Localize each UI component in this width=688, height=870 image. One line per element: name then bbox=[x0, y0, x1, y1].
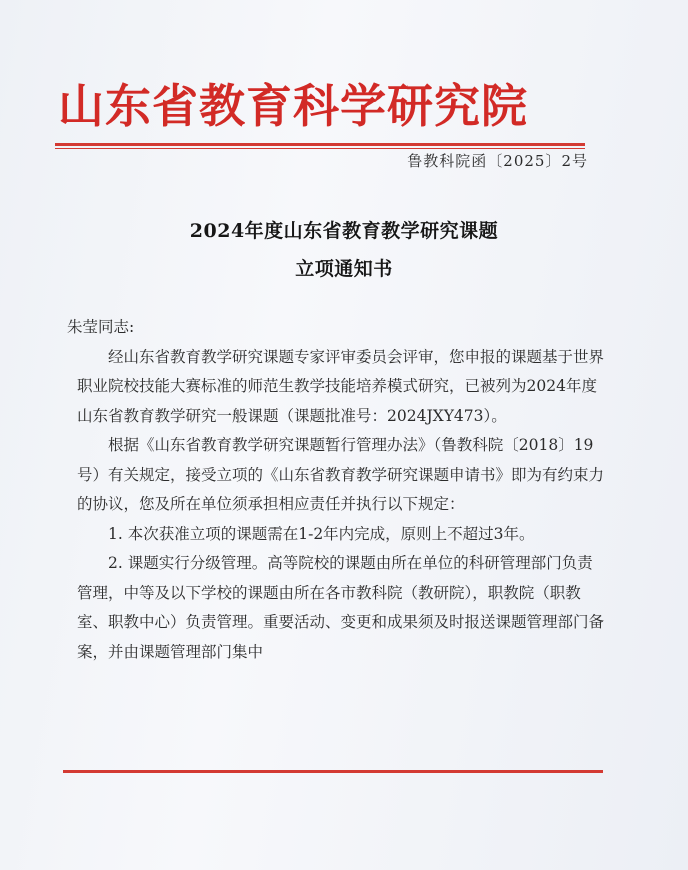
document-number: 鲁教科院函〔2025〕2号 bbox=[407, 152, 588, 170]
salutation: 朱莹同志: bbox=[67, 318, 135, 336]
red-footer-rule bbox=[63, 770, 603, 773]
paragraph-rule-2: 2. 课题实行分级管理。高等院校的课题由所在单位的科研管理部门负责管理，中等及以下学校的课题由所在各市教科院（教研院），职教院（职教室、职教中心）负责管理。重要活动、变更和成果须及时报送课题管理部门备案，并由课题管理部门集中 bbox=[77, 554, 605, 661]
paragraph-approval: 经山东省教育教学研究课题专家评审委员会评审，您申报的课题基于世界职业院校技能大赛标准的师范生教学技能培养模式研究，已被列为2024年度山东省教育教学研究一般课题（课题批准号：2024JXY473）。 bbox=[77, 347, 605, 425]
paragraph-regulations: 根据《山东省教育教学研究课题暂行管理办法》（鲁教科院〔2018〕19号）有关规定，接受立项的《山东省教育教学研究课题申请书》即为有约束力的协议，您及所在单位须承担相应责任并执行以下规定： bbox=[77, 436, 605, 513]
notice-title-line1: 2024年度山东省教育教学研究课题 bbox=[189, 220, 499, 242]
red-header-rule bbox=[55, 143, 585, 149]
paragraph-rule-1: 1. 本次获准立项的课题需在1-2年内完成，原则上不超过3年。 bbox=[108, 524, 535, 543]
notice-body bbox=[67, 313, 605, 667]
notice-title-line2: 立项通知书 bbox=[295, 258, 393, 280]
institute-masthead: 山东省教育科学研究院 bbox=[58, 79, 528, 133]
